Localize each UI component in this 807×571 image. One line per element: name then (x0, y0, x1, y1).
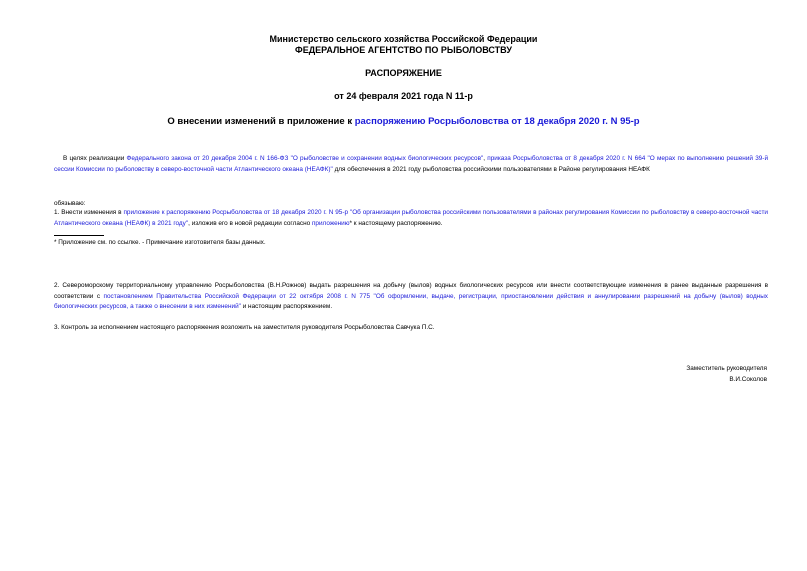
document-subject (0, 116, 807, 127)
signature-position: Заместитель руководителя (686, 365, 767, 372)
preamble-text-2: , (483, 155, 488, 162)
order-664-link[interactable]: приказа Росрыболовства от 8 декабря 2020 г. N 664 "О мерах по выполнению решений 39-й сессии Комиссии по рыболовству в северо-восточной части Атлантического океана (НЕАФК)" (54, 155, 769, 173)
document-date: от 24 февраля 2021 года N 11-р (334, 91, 473, 101)
item2-text-1: 2. Североморскому территориальному управлению Росрыболовства (В.Н.Рожнов) выдать разрешения на добычу (вылов) водных биологических ресурсов или внести соответствующие изменения в ранее выданные разрешения в соответствии с (54, 282, 768, 300)
preamble-text-1: В целях реализации (63, 155, 127, 162)
appendix-order-95-link[interactable]: приложение к распоряжению Росрыболовства от 18 декабря 2020 г. N 95-р "Об организации рыболовства российскими пользователями в районах регулирования Комиссии по рыболовству в северо-восточной части Атлантического океана (НЕАФК) в 2021 году" (54, 209, 768, 227)
item-2 (54, 281, 768, 313)
footnote: * Приложение см. по ссылке. - Примечание изготовителя базы данных. (54, 239, 266, 246)
appendix-link[interactable]: приложению (311, 219, 350, 227)
government-decree-775-link[interactable]: постановлением Правительства Российской Федерации от 22 октября 2008 г. N 775 "Об оформлении, выдаче, регистрации, приостановлении действия и аннулировании разрешений на добычу (вылов) водных биологических ресурсов, а также о внесении в них изменений" (54, 292, 768, 311)
preamble-text-3: для обеспечения в 2021 году рыболовства российскими пользователями в Районе регулирования НЕАФК (332, 165, 650, 173)
item1-text-3: * к настоящему распоряжению. (349, 219, 443, 227)
ministry-title: Министерство сельского хозяйства Российской Федерации (269, 34, 538, 44)
item-3: 3. Контроль за исполнением настоящего распоряжения возложить на заместителя руководителя Росрыболовства Савчука П.С. (54, 324, 435, 331)
item1-text-2: , изложив его в новой редакции согласно (188, 219, 312, 227)
footnote-divider (54, 235, 104, 236)
item-1 (54, 208, 768, 229)
federal-law-link[interactable]: Федерального закона от 20 декабря 2004 г. N 166-ФЗ "О рыболовстве и сохранении водных биологических ресурсов" (126, 155, 484, 162)
item1-text-1: 1. Внести изменения в (54, 209, 124, 216)
paragraph-preamble (54, 154, 768, 175)
subject-prefix: О внесении изменений в приложение к (167, 116, 355, 127)
document-type: РАСПОРЯЖЕНИЕ (365, 68, 442, 78)
subject-link[interactable]: распоряжению Росрыболовства от 18 декабря 2020 г. N 95-р (354, 116, 640, 127)
signature-name: В.И.Соколов (729, 376, 767, 383)
obliged-label: обязываю: (54, 200, 86, 207)
item2-text-2: и настоящим распоряжением. (240, 303, 333, 311)
agency-title: ФЕДЕРАЛЬНОЕ АГЕНТСТВО ПО РЫБОЛОВСТВУ (295, 45, 512, 55)
